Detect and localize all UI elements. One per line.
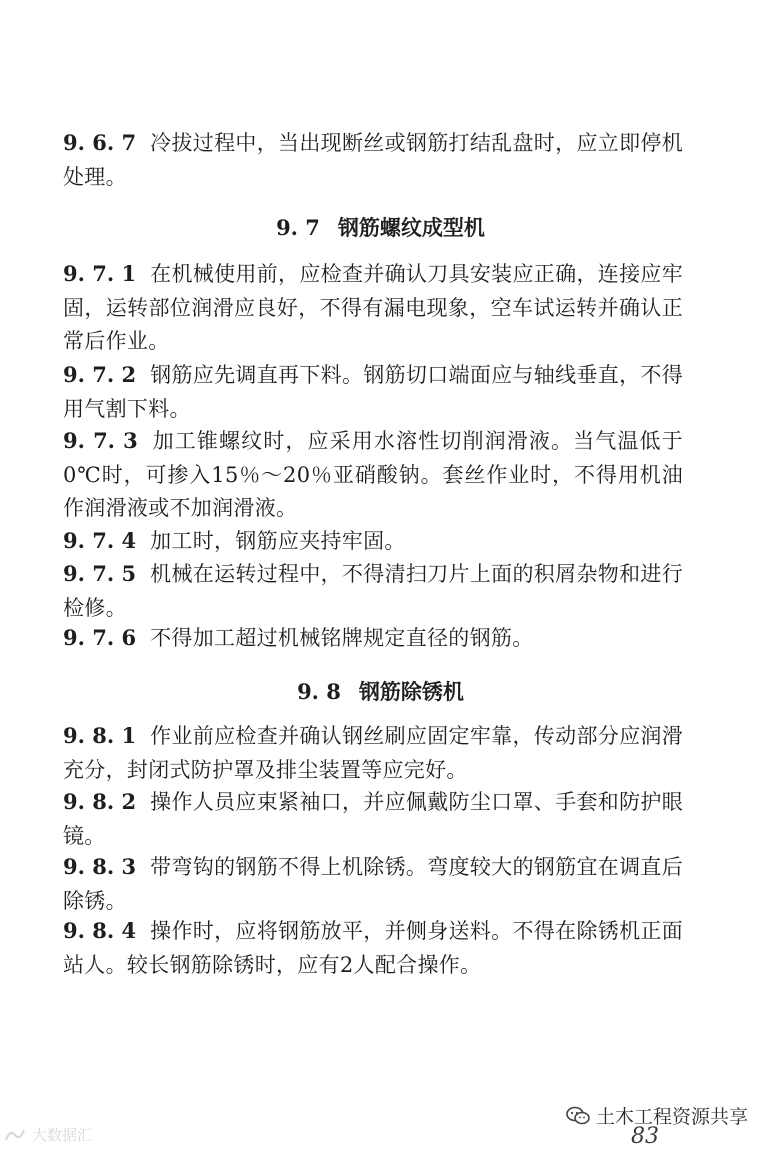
clause-text: 操作人员应束紧袖口，并应佩戴防尘口罩、手套和防护眼镜。 (63, 790, 683, 848)
clause-text: 加工时，钢筋应夹持牢固。 (150, 529, 406, 553)
clause-number: 9. 8. 4 (63, 918, 137, 943)
clause-number: 9. 7. 2 (63, 362, 137, 387)
clause-text: 不得加工超过机械铭牌规定直径的钢筋。 (150, 626, 534, 650)
clause-number: 9. 7. 4 (63, 528, 137, 553)
clause-number: 9. 8. 1 (63, 723, 137, 748)
clause-9-7-2 (63, 358, 683, 426)
section-title: 钢筋螺纹成型机 (337, 216, 485, 240)
section-number: 9. 8 (297, 679, 341, 704)
section-heading-9-8 (0, 676, 761, 706)
watermark (4, 1124, 92, 1145)
wechat-icon (566, 1106, 590, 1126)
clause-9-8-2 (63, 785, 683, 853)
clause-number: 9. 7. 6 (63, 625, 137, 650)
clause-9-8-4 (63, 914, 683, 982)
clause-9-7-6 (63, 621, 683, 656)
clause-9-7-4 (63, 524, 683, 559)
clause-number: 9. 7. 3 (63, 428, 138, 453)
clause-number: 9. 7. 5 (63, 561, 137, 586)
clause-text: 操作时，应将钢筋放平，并侧身送料。不得在除锈机正面站人。较长钢筋除锈时，应有2人配合操作。 (63, 919, 683, 977)
clause-number: 9. 8. 2 (63, 789, 137, 814)
clause-text: 带弯钩的钢筋不得上机除锈。弯度较大的钢筋宜在调直后除锈。 (63, 855, 683, 913)
clause-text: 冷拔过程中，当出现断丝或钢筋打结乱盘时，应立即停机处理。 (63, 131, 683, 189)
clause-9-8-1 (63, 719, 683, 787)
clause-text: 在机械使用前，应检查并确认刀具安装应正确，连接应牢固，运转部位润滑应良好，不得有漏电现象，空车试运转并确认正常后作业。 (63, 262, 683, 353)
clause-number: 9. 7. 1 (63, 261, 137, 286)
clause-text: 机械在运转过程中，不得清扫刀片上面的积屑杂物和进行检修。 (63, 562, 683, 620)
clause-9-7-1 (63, 257, 683, 359)
brand-name: 土木工程资源共享 (596, 1106, 749, 1128)
clause-text: 钢筋应先调直再下料。钢筋切口端面应与轴线垂直，不得用气割下料。 (63, 363, 683, 421)
watermark-text: 大数据汇 (32, 1126, 93, 1144)
clause-9-7-3 (63, 424, 683, 526)
clause-text: 作业前应检查并确认钢丝刷应固定牢靠，传动部分应润滑充分，封闭式防护罩及排尘装置等应完好。 (63, 724, 683, 782)
clause-text: 加工锥螺纹时，应采用水溶性切削润滑液。当气温低于0℃时，可掺入15％～20％亚硝酸钠。套丝作业时，不得用机油作润滑液或不加润滑液。 (63, 429, 683, 520)
watermark-logo-icon (4, 1127, 26, 1143)
clause-9-8-3 (63, 850, 683, 918)
page-number: 83 (631, 1124, 659, 1149)
clause-9-7-5 (63, 557, 683, 625)
section-number: 9. 7 (276, 215, 320, 240)
section-heading-9-7 (0, 212, 761, 242)
clause-number: 9. 8. 3 (63, 854, 137, 879)
clause-number: 9. 6. 7 (63, 130, 137, 155)
clause-9-6-7 (63, 126, 683, 194)
section-title: 钢筋除锈机 (358, 680, 464, 704)
